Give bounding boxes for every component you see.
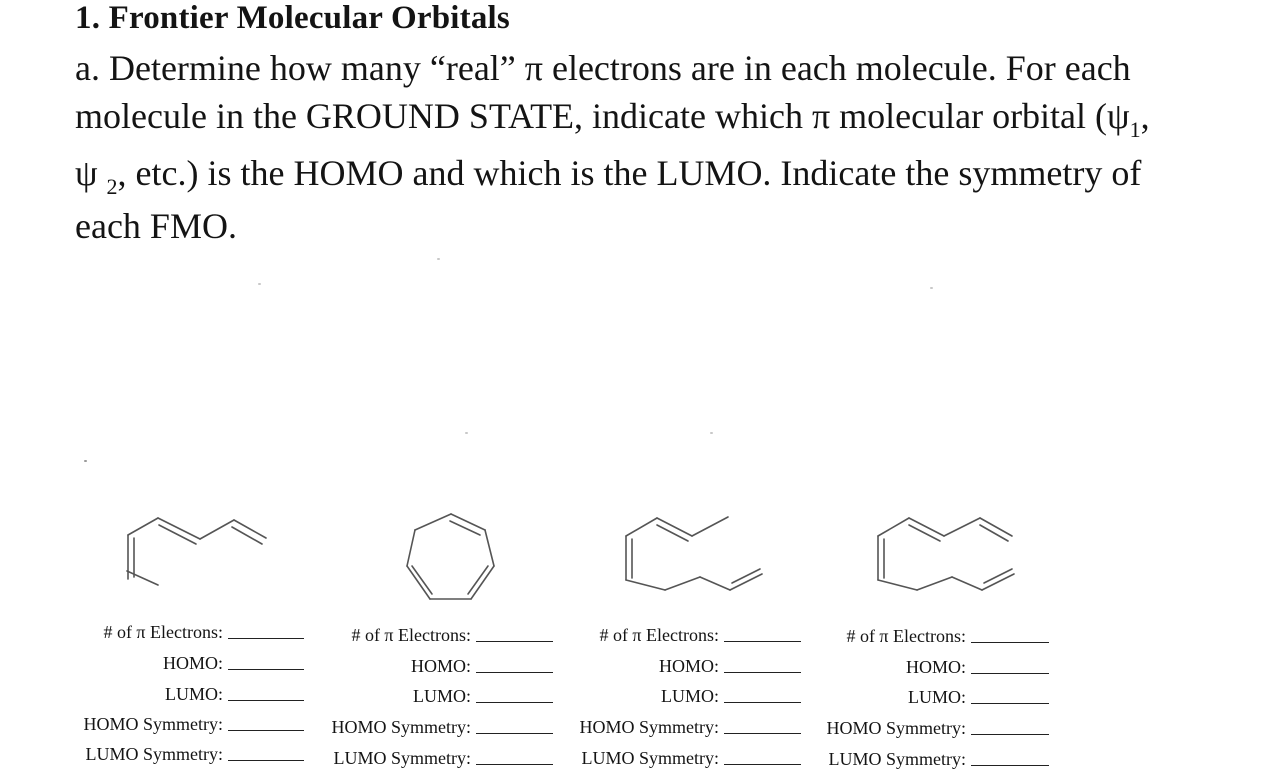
- homo-symmetry-row: [250, 717, 471, 737]
- scan-speck: [930, 287, 933, 289]
- homo-label: HOMO:: [410, 656, 471, 676]
- lumo-symmetry-label: LUMO Symmetry:: [828, 749, 966, 769]
- psi-subscript-2: 2: [106, 174, 118, 199]
- prompt-line-4: each FMO.: [75, 206, 237, 246]
- lumo-label: LUMO:: [413, 686, 471, 706]
- prompt-line-3-psi: ψ: [75, 153, 107, 193]
- scan-speck: [258, 283, 261, 285]
- lumo-symmetry-blank[interactable]: [971, 765, 1049, 766]
- electrons-row: [0, 622, 223, 642]
- molecule-3-structure: [620, 512, 770, 592]
- homo-label: HOMO:: [905, 657, 966, 677]
- homo-symmetry-label: HOMO Symmetry:: [579, 717, 719, 737]
- homo-blank[interactable]: [971, 673, 1049, 674]
- homo-row: [250, 656, 471, 676]
- homo-symmetry-label: HOMO Symmetry:: [826, 718, 966, 738]
- lumo-label: LUMO:: [661, 686, 719, 706]
- scan-speck: [437, 258, 440, 260]
- electrons-row: [750, 626, 966, 646]
- scan-speck: [710, 432, 713, 434]
- homo-row: [500, 656, 719, 676]
- scan-speck: [465, 432, 468, 434]
- electrons-label: # of π Electrons:: [599, 625, 719, 645]
- electrons-blank[interactable]: [971, 642, 1049, 643]
- acyclic-triene-drawing: [122, 505, 272, 585]
- lumo-row: [750, 687, 966, 707]
- molecule-4-structure: [872, 512, 1022, 592]
- lumo-label: LUMO:: [165, 684, 223, 704]
- cycloheptatriene-drawing: [400, 508, 500, 608]
- lumo-symmetry-row: [0, 744, 223, 764]
- lumo-symmetry-row: [250, 748, 471, 768]
- branched-triene-drawing: [620, 512, 770, 592]
- homo-symmetry-row: [750, 718, 966, 738]
- lumo-row: [500, 686, 719, 706]
- page-title: 1. Frontier Molecular Orbitals: [75, 0, 510, 36]
- molecule-1-structure: [122, 505, 272, 585]
- electrons-label: # of π Electrons:: [103, 622, 223, 642]
- prompt-line-2: [75, 92, 1265, 145]
- lumo-symmetry-label: LUMO Symmetry:: [581, 748, 719, 768]
- homo-row: [750, 657, 966, 677]
- homo-row: [0, 653, 223, 673]
- lumo-symmetry-row: [500, 748, 719, 768]
- prompt-line-2-text: molecule in the GROUND STATE, indicate which π molecular orbital (ψ: [75, 96, 1130, 136]
- lumo-row: [250, 686, 471, 706]
- question-prompt: [75, 44, 1265, 250]
- homo-symmetry-row: [0, 714, 223, 734]
- homo-symmetry-label: HOMO Symmetry:: [331, 717, 471, 737]
- prompt-line-3-text: , etc.) is the HOMO and which is the LUMO. Indicate the symmetry of: [117, 153, 1142, 193]
- homo-symmetry-blank[interactable]: [971, 734, 1049, 735]
- lumo-symmetry-label: LUMO Symmetry:: [333, 748, 471, 768]
- electrons-row: [500, 625, 719, 645]
- homo-symmetry-label: HOMO Symmetry:: [83, 714, 223, 734]
- electrons-row: [250, 625, 471, 645]
- lumo-label: LUMO:: [908, 687, 966, 707]
- molecule-2-structure: [400, 508, 500, 608]
- homo-label: HOMO:: [162, 653, 223, 673]
- prompt-line-2-comma: ,: [1140, 96, 1150, 136]
- scan-speck: [84, 460, 87, 462]
- prompt-line-3: [75, 149, 1265, 202]
- prompt-line-1: a. Determine how many “real” π electrons are in each molecule. For each: [75, 48, 1131, 88]
- lumo-row: [0, 684, 223, 704]
- lumo-symmetry-row: [750, 749, 966, 769]
- electrons-label: # of π Electrons:: [351, 625, 471, 645]
- homo-symmetry-row: [500, 717, 719, 737]
- homo-label: HOMO:: [658, 656, 719, 676]
- lumo-blank[interactable]: [971, 703, 1049, 704]
- tetraene-drawing: [872, 512, 1022, 592]
- electrons-label: # of π Electrons:: [846, 626, 966, 646]
- psi-subscript-1: 1: [1129, 117, 1141, 142]
- lumo-symmetry-label: LUMO Symmetry:: [85, 744, 223, 764]
